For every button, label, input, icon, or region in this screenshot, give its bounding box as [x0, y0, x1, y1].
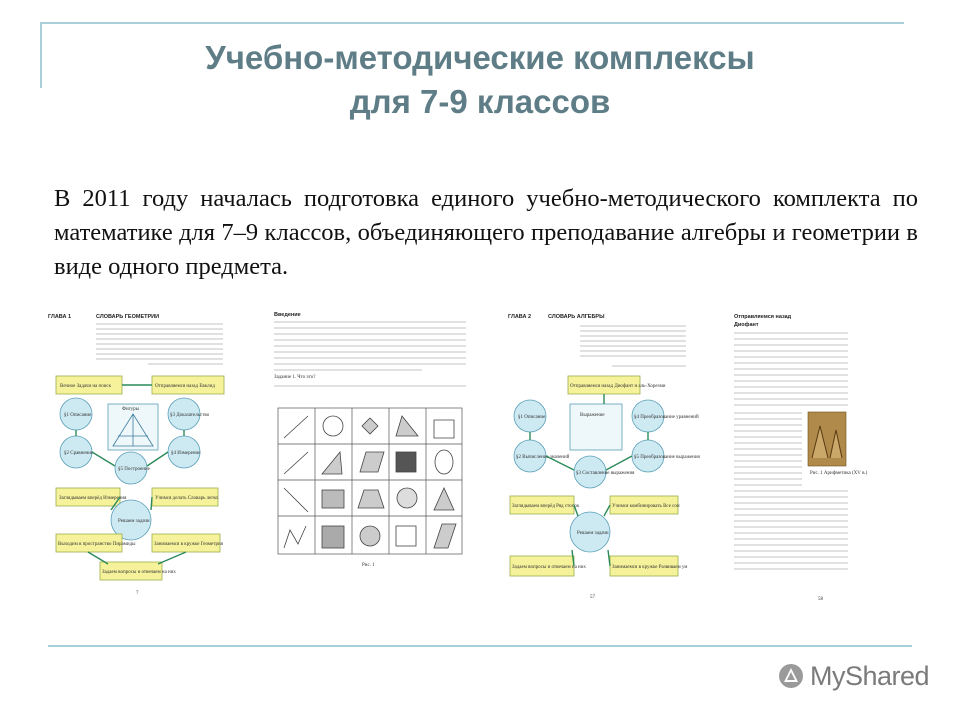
p1-box-mid-left-text: Заглядываем вперёд Измерения [59, 496, 127, 501]
geometry-page-image [18, 306, 236, 596]
myshared-logo-icon [778, 663, 804, 689]
p1-node-3-text: §3 Доказательство [170, 413, 210, 418]
p3-expression-box [570, 404, 622, 450]
p1-chapter: ГЛАВА 1 [48, 314, 72, 320]
p1-center-circle-text: Решаем задачи [118, 519, 150, 524]
slide-title [80, 36, 880, 124]
p1-box-mid-right-text: Учимся делать Словарь легко [155, 496, 219, 501]
myshared-logo-text: MyShared [810, 660, 930, 691]
p2-shapes [284, 416, 456, 548]
p2-caption: Рис. 1 [362, 563, 375, 568]
p3-page-number: 57 [590, 595, 595, 600]
p3-node-2-text: §2 Вычисление значений [516, 455, 570, 460]
p1-box-bottom-right-text: Занимаемся в кружке Геометрия [154, 542, 223, 547]
frame-top-line [40, 22, 904, 24]
frame-bottom-line [48, 645, 912, 647]
p1-box-bottom-text: Задаем вопросы и отвечаем на них [102, 570, 176, 575]
p2-heading: Введение [274, 312, 301, 318]
p3-center-circle-text: Решаем задачи [577, 531, 609, 536]
frame-left-line [40, 22, 42, 88]
p4-figure-caption: Рис. 1 Арифметика (XV в.) [810, 471, 868, 476]
p3-node-3-text: §3 Составление выражения [576, 471, 635, 476]
p1-figure-label: Фигуры [122, 407, 140, 412]
p1-node-5-text: §5 Построение [118, 467, 150, 472]
p1-node-1-text: §1 Описание [64, 413, 92, 418]
p3-epigraph-lines [580, 326, 686, 366]
p1-heading: СЛОВАРЬ ГЕОМЕТРИИ [96, 314, 160, 320]
p3-box-mid-left-text: Заглядываем вперёд Ряд стопок [512, 504, 580, 509]
p2-question: Задание 1. Что это? [274, 375, 316, 380]
p3-node-4-text: §4 Преобразование уравнений [634, 415, 699, 420]
algebra-page-image [492, 306, 700, 602]
slide-title-line-1: Учебно-методические комплексы [205, 39, 755, 76]
p3-box-mid-right-text: Учимся комбинировать Все сон [612, 504, 680, 509]
slide-title-line-2: для 7-9 классов [349, 83, 611, 120]
p1-box-top-left-text: Вечное Задачи на поиск [60, 384, 112, 389]
p3-box-bottom-right-text: Занимаемся в кружке Развиваем ум [612, 565, 688, 570]
p4-heading: Отправляемся назад [734, 314, 792, 320]
p4-page-number: 58 [818, 597, 823, 602]
p2-text-lines [274, 322, 466, 370]
p1-page-number: 7 [136, 591, 139, 596]
diophantus-page-image [732, 308, 868, 604]
p3-expression-label: Выражение [580, 413, 605, 418]
p4-text-lines-top [734, 333, 848, 405]
p1-node-4-text: §4 Измерение [171, 451, 201, 456]
p4-subheading: Диофант [734, 322, 759, 328]
p3-chapter: ГЛАВА 2 [508, 314, 532, 320]
p1-box-bottom-left-text: Выходим в пространство Пирамиды [58, 542, 136, 547]
p3-heading: СЛОВАРЬ АЛГЕБРЫ [548, 314, 605, 320]
p3-box-top-text: Отправляемся назад Диофант и аль-Хорезми [570, 384, 666, 389]
p1-node-2-text: §2 Сравнение [64, 451, 94, 456]
myshared-logo [778, 656, 929, 696]
p1-box-top-right-text: Отправляемся назад Евклид [155, 384, 215, 389]
p3-node-5-text: §5 Преобразование выражения [634, 455, 700, 460]
p3-node-1-text: §1 Описание [518, 415, 546, 420]
slide-body-text: В 2011 году началась подготовка единого учебно-методического комплекта по математике для 7–9 классов, объединяющего преподавание алгебры и геометрии в виде одного предмета. [54, 185, 918, 280]
p3-box-bottom-left-text: Задаем вопросы и отвечаем на них [512, 565, 586, 570]
textbook-pages [18, 306, 868, 606]
introduction-page-image [272, 308, 468, 576]
p1-epigraph-lines [96, 324, 223, 364]
